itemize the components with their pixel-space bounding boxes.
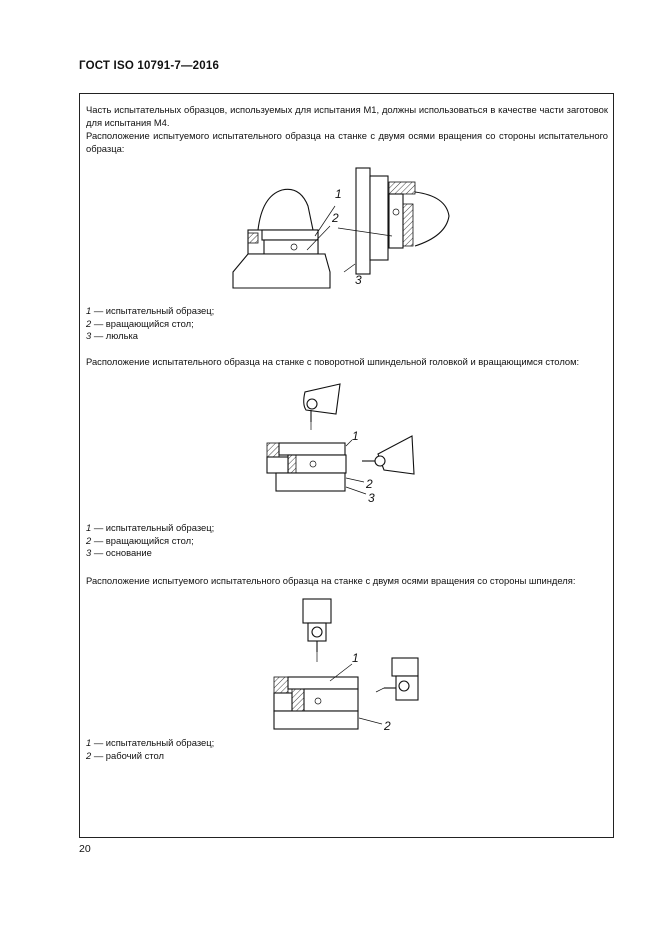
section2-caption: Расположение испытательного образца на станке с поворотной шпиндельной головкой и вращающимся столом:	[86, 356, 580, 367]
legend-item: 1 — испытательный образец;	[86, 737, 215, 748]
figure-2-callout-2: 2	[366, 477, 373, 491]
page-number: 20	[79, 843, 91, 855]
figure-1-callout-3: 3	[355, 273, 362, 287]
figure-3-callout-1: 1	[352, 651, 359, 665]
figure-1-callout-1: 1	[335, 187, 342, 201]
figure-3-side-spindle	[376, 658, 418, 700]
figure-3-callout-2: 2	[384, 719, 391, 733]
section3-legend	[86, 737, 214, 762]
legend-item: 3 — люлька	[86, 330, 138, 342]
figure-3-vertical-spindle	[303, 599, 331, 662]
legend-item: 2 — рабочий стол	[86, 749, 164, 761]
section3-caption: Расположение испытуемого испытательного образца на станке с двумя осями вращения со стороны шпинделя:	[86, 575, 576, 586]
legend-item: 1 — испытательный образец;	[86, 305, 215, 316]
legend-item: 3 — основание	[86, 547, 152, 559]
document-header: ГОСТ ISO 10791-7—2016	[79, 60, 220, 72]
legend-item: 2 — вращающийся стол;	[86, 317, 194, 329]
figure-2-callout-3: 3	[368, 491, 375, 505]
figure-1-callout-2: 2	[332, 211, 339, 225]
legend-item: 1 — испытательный образец;	[86, 522, 215, 533]
intro-paragraph: Часть испытательных образцов, используемых для испытания М1, должны использоваться в качестве части заготовок для испытания М4.	[86, 104, 608, 128]
figure-2-callout-1: 1	[352, 429, 359, 443]
legend-item: 2 — вращающийся стол;	[86, 534, 194, 546]
section1-caption: Расположение испытуемого испытательного образца на станке с двумя осями вращения со стороны испытательного образца:	[86, 130, 608, 154]
figure-3-table-assembly	[274, 664, 382, 729]
